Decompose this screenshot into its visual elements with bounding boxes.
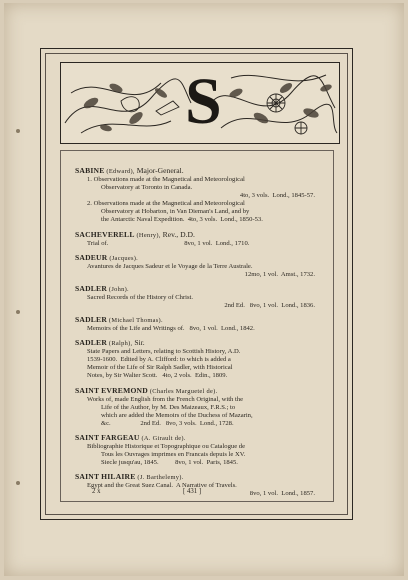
catalogue-entries xyxy=(75,166,321,503)
work-line: Trial of. 8vo, 1 vol. Lond., 1710. xyxy=(87,239,250,247)
author-surname: SAINT HILAIRE xyxy=(75,472,136,482)
entry-works xyxy=(75,348,321,380)
author-given-name: (Jacques). xyxy=(109,254,139,262)
work-line: 1539-1600. Edited by A. Clifford: to which is added a xyxy=(87,356,231,364)
work-line: Bibliographie Historique et Topographique ou Catalogue de xyxy=(87,442,245,450)
entry-works xyxy=(75,294,321,310)
work-line: 2. Observations made at the Magnetical and Meteorological xyxy=(87,200,245,208)
catalogue-entry xyxy=(75,284,321,310)
author-surname: SADLER xyxy=(75,315,108,325)
work-line: 2nd Ed. 8vo, 1 vol. Lond., 1836. xyxy=(224,301,315,309)
author-given-name: (J. Barthelemy). xyxy=(137,474,184,482)
work-line: 1. Observations made at the Magnetical and Meteorological xyxy=(87,176,245,183)
catalogue-entry xyxy=(75,433,321,467)
entry-works xyxy=(75,443,321,467)
work-line: Egypt and the Great Suez Canal. A Narrative of Travels. xyxy=(87,482,237,490)
ornamental-header-banner xyxy=(60,62,340,144)
entry-heading xyxy=(75,230,321,240)
author-title: Major-General. xyxy=(136,166,184,175)
work-line: &c. 2nd Ed. 8vo, 3 vols. Lond., 1728. xyxy=(101,419,234,427)
entry-works xyxy=(75,396,321,428)
entry-works xyxy=(75,176,321,225)
author-surname: SAINT EVREMOND xyxy=(75,385,148,395)
work-line: Memoir of the Life of Sir Ralph Sadler, with Historical xyxy=(87,364,233,372)
author-title: Sir. xyxy=(134,338,145,348)
work-line: Notes, by Sir Walter Scott. 4to, 2 vols. Edin., 1809. xyxy=(87,372,228,380)
entry-works xyxy=(75,325,321,333)
entry-heading xyxy=(75,253,321,263)
author-surname: SACHEVERELL xyxy=(75,229,135,239)
work-line: Works of, made English from the French Original, with the xyxy=(87,395,244,403)
catalogue-entry xyxy=(75,315,321,333)
entry-works xyxy=(75,240,321,248)
catalogue-entry xyxy=(75,386,321,428)
author-given-name: (Henry), xyxy=(136,231,161,239)
work-line: the Antarctic Naval Expedition. 4to, 3 vols. Lond., 1850-53. xyxy=(101,216,263,224)
work-line: which are added the Memoirs of the Duchess of Mazarin, xyxy=(101,411,253,419)
entry-heading xyxy=(75,284,321,294)
work-line: State Papers and Letters, relating to Scottish History, A.D. xyxy=(87,348,241,356)
entry-heading xyxy=(75,338,321,348)
catalogue-entry xyxy=(75,166,321,225)
catalogue-entry xyxy=(75,253,321,279)
author-title: Rev., D.D. xyxy=(162,229,195,239)
catalogue-entry xyxy=(75,230,321,248)
work-line: 4to, 3 vols. Lond., 1845-57. xyxy=(239,192,315,200)
work-line: Memoirs of the Life and Writings of. 8vo, 1 vol. Lond., 1842. xyxy=(87,325,255,333)
author-surname: SADLER xyxy=(75,283,108,293)
work-line: Tous les Ouvrages imprimes en Francais depuis le XV. xyxy=(101,450,246,458)
author-given-name: (Edward), xyxy=(106,168,135,175)
entry-heading xyxy=(75,433,321,443)
work-line: Sacred Records of the History of Christ. xyxy=(87,293,194,301)
work-line: 12mo, 1 vol. Amst., 1732. xyxy=(244,270,315,278)
entry-heading xyxy=(75,472,321,482)
binding-hole xyxy=(16,129,20,133)
author-given-name: (John). xyxy=(108,285,129,293)
work-line: Life of the Author, by M. Des Maizeaux, F.R.S.; to xyxy=(101,403,236,411)
author-surname: SADLER xyxy=(75,338,108,348)
entry-heading xyxy=(75,166,321,176)
author-given-name: (A. Girault de). xyxy=(141,434,186,442)
work-line: Observatory at Hobarton, in Van Dieman's Land, and by xyxy=(101,208,250,216)
author-surname: SABINE xyxy=(75,166,105,175)
work-line: Avantures de Jacques Sadeur et le Voyage de la Terre Australe. xyxy=(87,262,253,270)
entry-heading xyxy=(75,315,321,325)
page-number: [ 431 ] xyxy=(183,488,202,495)
entry-heading xyxy=(75,386,321,396)
work-line: 8vo, 1 vol. Lond., 1857. xyxy=(249,490,315,498)
binding-hole xyxy=(16,481,20,485)
work-line: Observatory at Toronto in Canada. xyxy=(101,184,193,192)
work-line: Siecle jusqu'au, 1845. 8vo, 1 vol. Paris, 1845. xyxy=(101,459,238,467)
author-given-name: (Michael Thomas). xyxy=(108,317,163,325)
drop-cap-letter: S xyxy=(185,65,222,138)
catalogue-entry xyxy=(75,338,321,380)
signature-mark: 2 x xyxy=(92,488,101,495)
entry-works xyxy=(75,263,321,279)
author-given-name: (Charles Marguetel de). xyxy=(149,387,218,395)
author-surname: SADEUR xyxy=(75,252,108,262)
author-given-name: (Ralph), xyxy=(108,340,133,348)
author-surname: SAINT FARGEAU xyxy=(75,432,140,442)
binding-hole xyxy=(16,310,20,314)
